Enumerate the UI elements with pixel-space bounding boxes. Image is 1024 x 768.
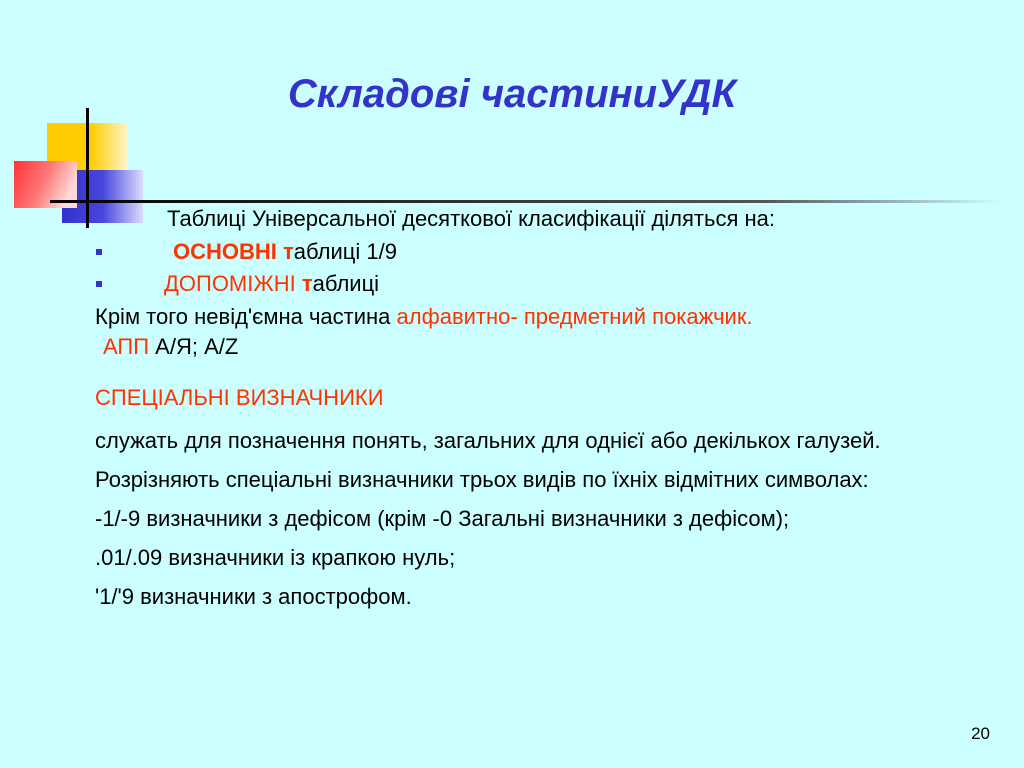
intro-line (95, 204, 1010, 234)
page-number: 20 (971, 724, 990, 743)
intro-text: Таблиці Універсальної десяткової класифікації діляться на: (167, 206, 775, 231)
slide-title: Складові частиниУДК (287, 72, 737, 116)
aux-tables-caps: ДОПОМІЖНІ (164, 271, 302, 296)
list-item-main-tables (95, 237, 1010, 267)
index-line-highlight: алфавитно- предметний покажчик. (396, 304, 753, 329)
app-line (95, 332, 1010, 362)
paragraph-apostrophe-determinants: '1/'9 визначники з апострофом. (95, 584, 412, 609)
deco-vertical-rule (86, 108, 89, 228)
main-tables-bold: ОСНОВНІ т (173, 239, 294, 264)
special-determinants-heading: СПЕЦІАЛЬНІ ВИЗНАЧНИКИ (95, 385, 384, 410)
paragraph-dot-determinants: .01/.09 визначники із крапкою нуль; (95, 545, 456, 570)
index-line (95, 302, 1010, 332)
main-tables-rest: аблиці 1/9 (293, 239, 397, 264)
list-item-aux-tables (95, 269, 1010, 299)
deco-square-red (14, 161, 77, 208)
square-bullet-icon (96, 281, 102, 287)
paragraph-kinds: Розрізняють спеціальні визначники трьох видів по їхніх відмітних символах: (95, 467, 869, 492)
square-bullet-icon (96, 249, 102, 255)
app-abbreviation: АПП (103, 334, 150, 359)
aux-tables-bold: т (301, 271, 313, 296)
index-line-prefix: Крім того невід'ємна частина (95, 304, 397, 329)
paragraph-hyphen-determinants: -1/-9 визначники з дефісом (крім -0 Загальні визначники з дефісом); (95, 506, 790, 531)
app-line-rest: А/Я; A/Z (149, 334, 239, 359)
slide-body (95, 204, 1010, 612)
aux-tables-rest: аблиці (312, 271, 380, 296)
deco-square-yellow (47, 123, 127, 198)
deco-horizontal-rule (50, 200, 1000, 203)
paragraph-purpose: служать для позначення понять, загальних для однієї або декількох галузей. (95, 428, 881, 453)
